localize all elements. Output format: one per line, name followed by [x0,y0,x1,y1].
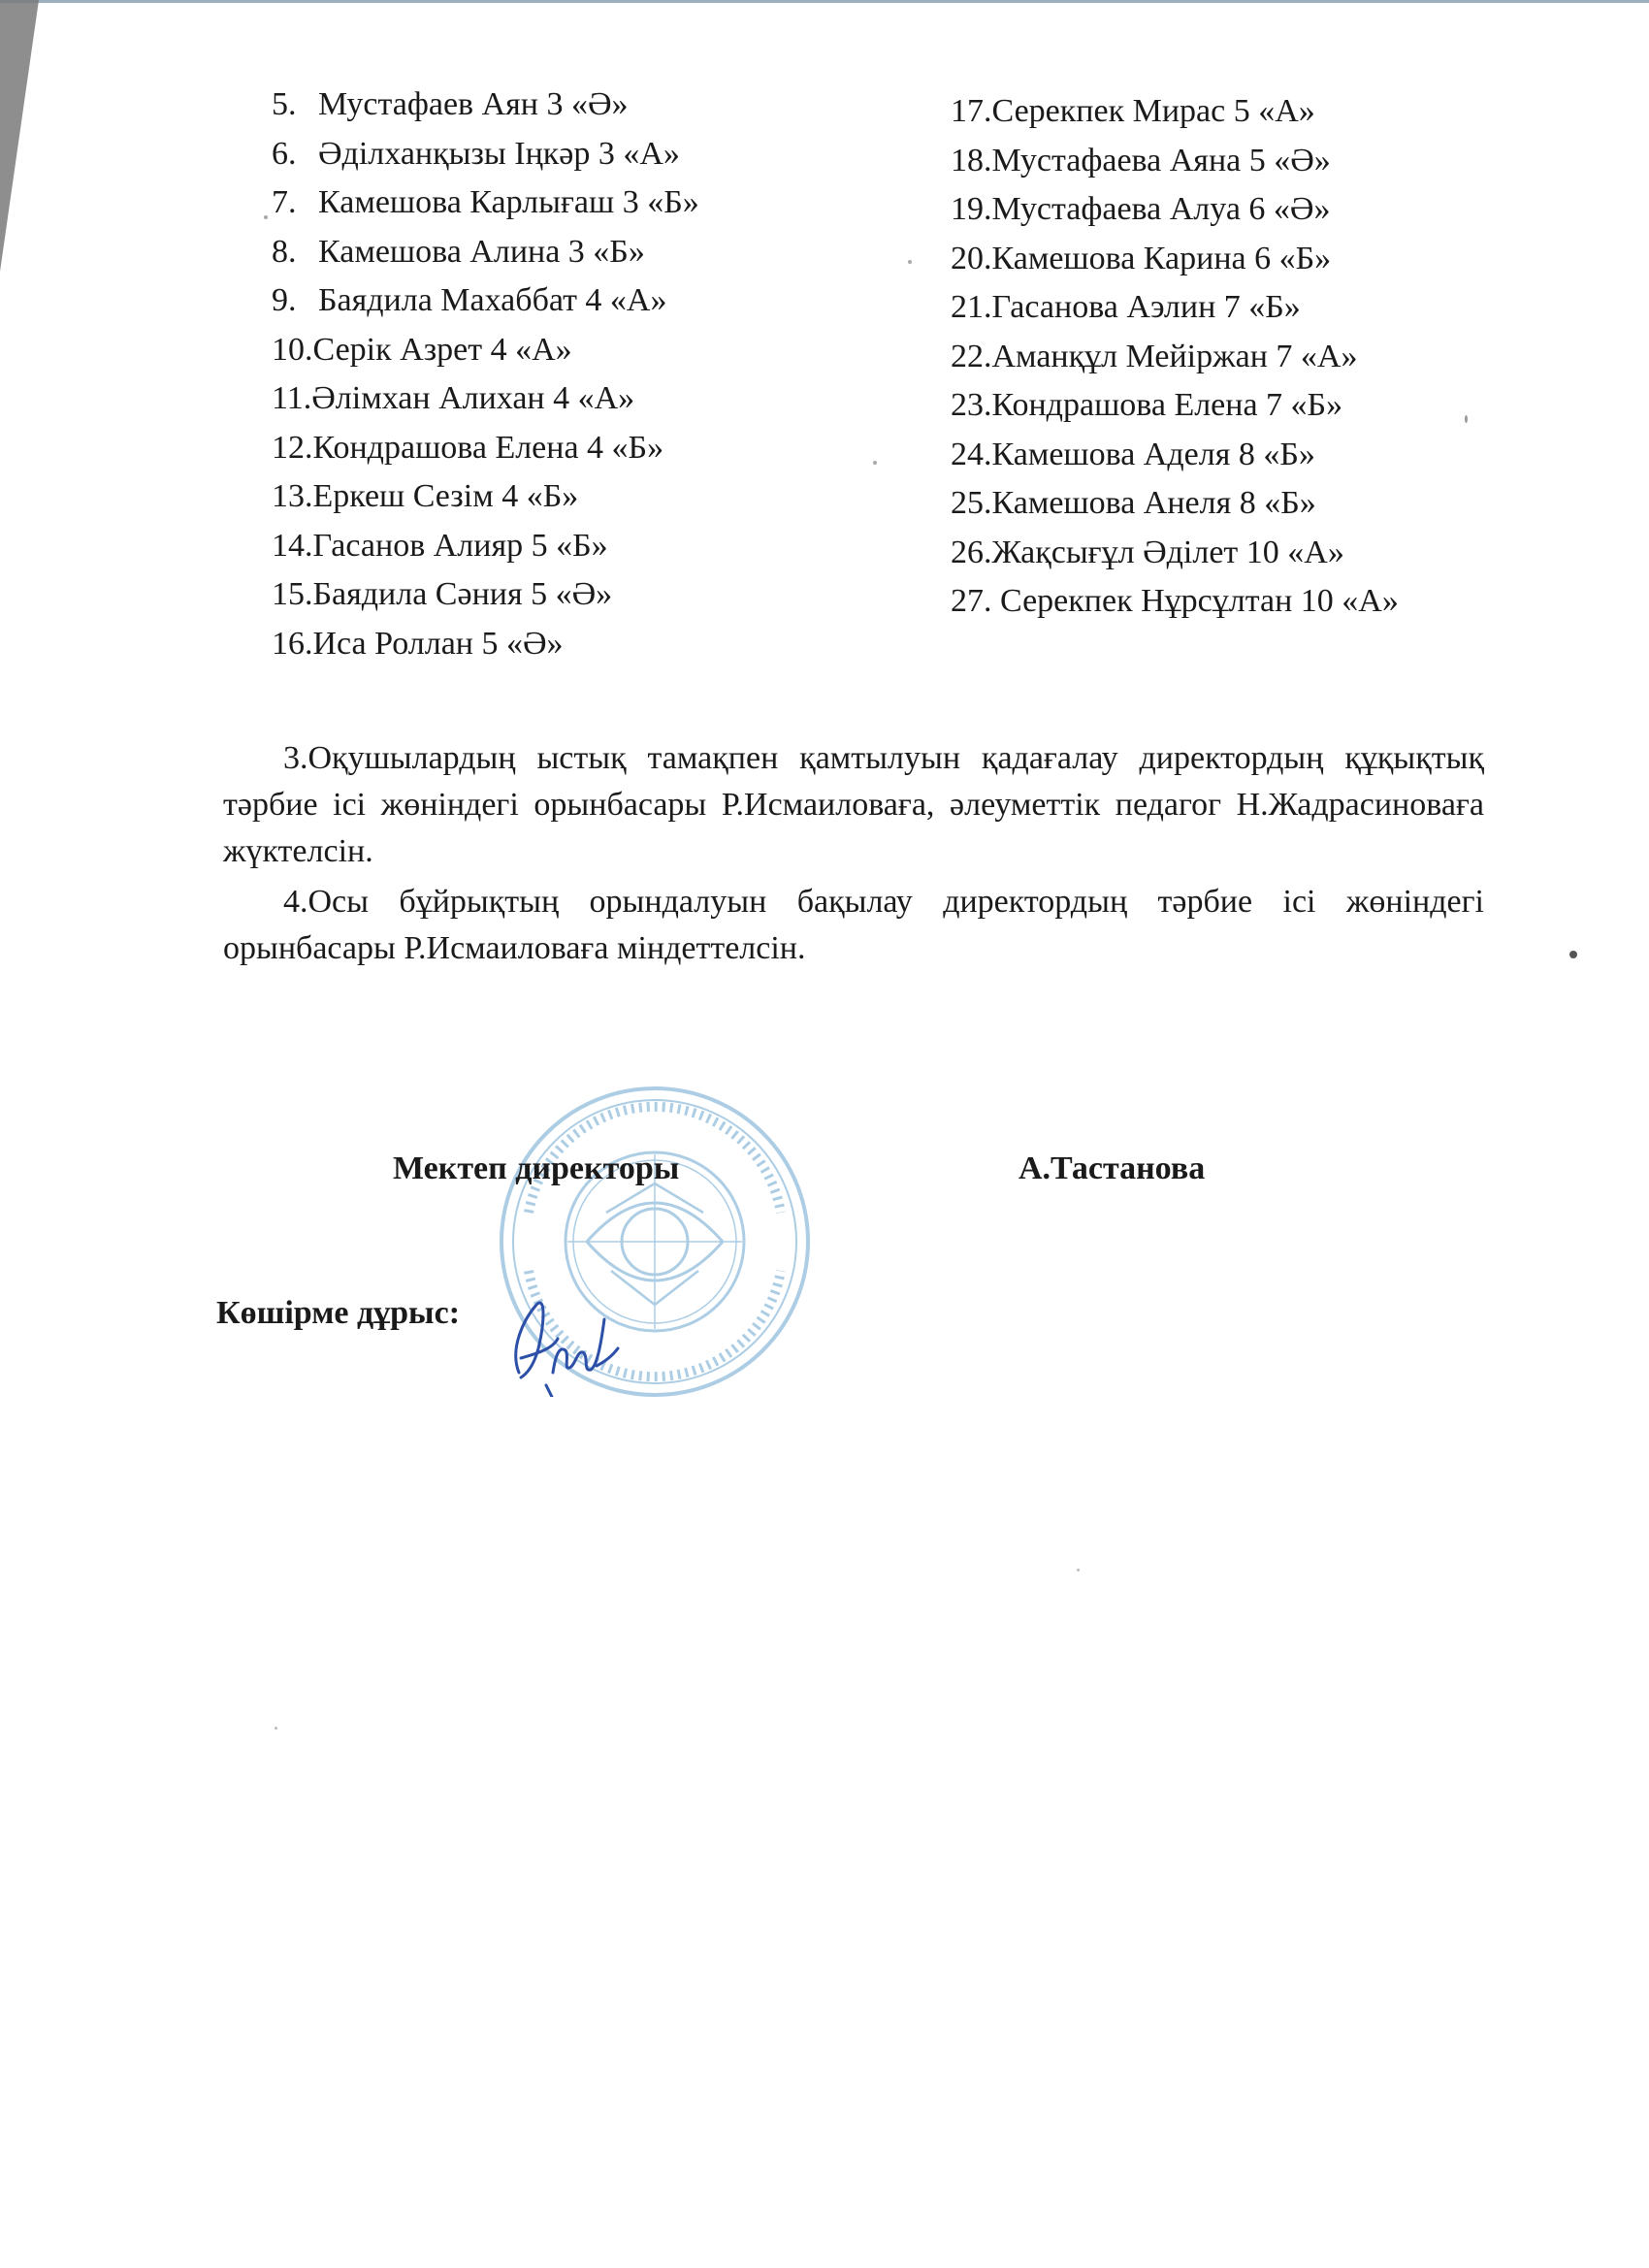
list-item: 15.Баядила Сәния 5 «Ә» [272,576,613,612]
list-item: 24.Камешова Аделя 8 «Б» [951,436,1315,472]
list-item: 11.Әлімхан Алихан 4 «А» [272,380,635,416]
order-item-3: 3.Оқушылардың ыстық тамақпен қамтылуын қадағалау директордың құқықтық тәрбие ісі жөніндегі орынбасары Р.Исмаиловаға, әлеуметтік педагог Н.Жадрасиноваға жүктелсін. [223,740,1484,869]
list-item: 17.Серекпек Мирас 5 «А» [951,93,1315,129]
scan-speck [264,215,268,219]
scan-corner-shadow [0,0,39,272]
list-item: 12.Кондрашова Елена 4 «Б» [272,429,664,466]
list-item: 26.Жақсығұл Әділет 10 «А» [951,534,1344,570]
list-item: 25.Камешова Анеля 8 «Б» [951,485,1316,521]
list-item: 23.Кондрашова Елена 7 «Б» [951,387,1343,423]
list-item: 6. Әділханқызы Іңкәр 3 «А» [272,135,680,172]
list-item: 27. Серекпек Нұрсұлтан 10 «А» [951,583,1399,619]
scan-speck [275,1727,277,1730]
list-item: 20.Камешова Карина 6 «Б» [951,240,1332,276]
copy-verified-label: Көшірме дұрыс: [216,1295,461,1331]
student-list-right [951,87,1399,627]
list-item: 5. Мустафаев Аян 3 «Ә» [272,86,629,122]
scan-edge [0,0,1649,3]
list-item: 21.Гасанова Аэлин 7 «Б» [951,289,1301,325]
scan-speck [1077,1569,1080,1571]
list-item: 9. Баядила Махаббат 4 «А» [272,282,667,318]
signature-name: А.Тастанова [1018,1150,1206,1186]
list-item: 22.Аманқұл Мейіржан 7 «А» [951,338,1358,374]
list-item: 16.Иса Роллан 5 «Ә» [272,625,564,662]
scan-speck [1569,951,1577,958]
list-item: 13.Еркеш Сезім 4 «Б» [272,478,579,514]
handwritten-signature [500,1280,626,1397]
list-item: 14.Гасанов Алияр 5 «Б» [272,527,608,564]
list-item: 7. Камешова Карлығаш 3 «Б» [272,184,699,220]
scan-speck [873,461,877,465]
scan-speck [1465,415,1468,423]
signature-title: Мектеп директоры [393,1150,680,1186]
scan-speck [908,260,912,264]
list-item: 8. Камешова Алина 3 «Б» [272,233,645,270]
order-item-4: 4.Осы бұйрықтың орындалуын бақылау директордың тәрбие ісі жөніндегі орынбасары Р.Исмаиловаға міндеттелсін. [223,884,1484,966]
list-item: 18.Мустафаева Аяна 5 «Ә» [951,142,1331,178]
student-list-left [272,81,699,668]
list-item: 10.Серік Азрет 4 «А» [272,331,572,368]
list-item: 19.Мустафаева Алуа 6 «Ә» [951,191,1331,227]
